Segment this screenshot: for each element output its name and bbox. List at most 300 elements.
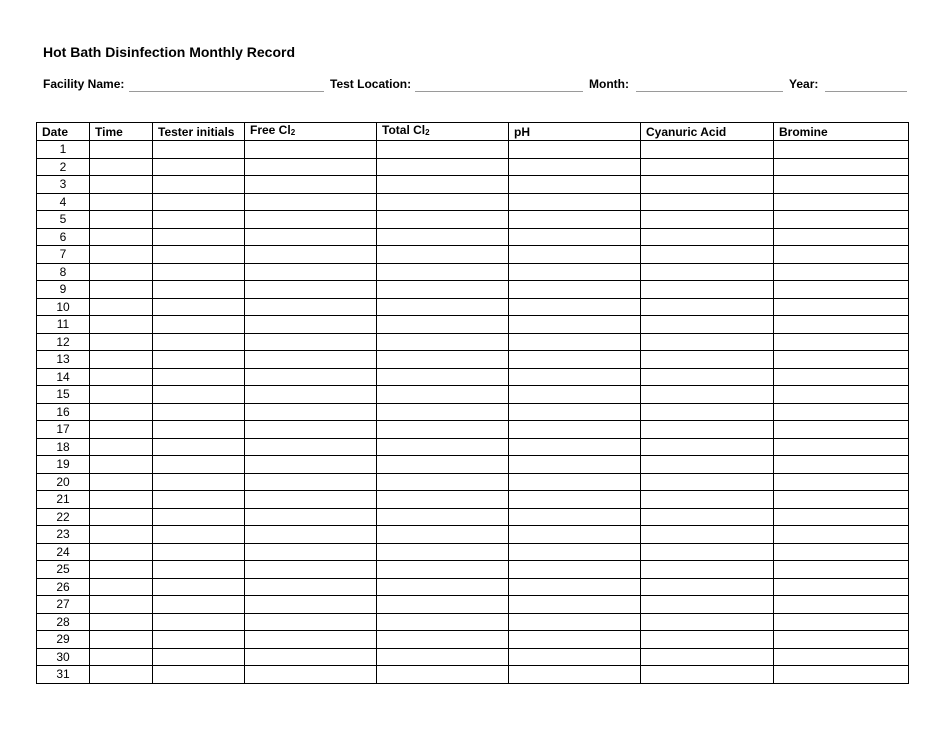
free-cl2-cell[interactable] [245, 648, 377, 666]
facility-name-label: Facility Name: [43, 77, 125, 91]
time-cell[interactable] [90, 666, 153, 684]
tester-initials-cell[interactable] [153, 561, 245, 579]
total-cl2-cell[interactable] [377, 176, 509, 194]
ph-cell[interactable] [509, 263, 641, 281]
date-cell: 30 [37, 648, 90, 666]
cyanuric-acid-cell[interactable] [641, 211, 774, 229]
cyanuric-acid-cell[interactable] [641, 508, 774, 526]
total-cl2-cell[interactable] [377, 351, 509, 369]
total-cl2-cell[interactable] [377, 508, 509, 526]
cyanuric-acid-cell[interactable] [641, 561, 774, 579]
bromine-cell[interactable] [774, 211, 909, 229]
ph-cell[interactable] [509, 193, 641, 211]
free-cl2-cell[interactable] [245, 386, 377, 404]
total-cl-subscript: 2 [425, 128, 430, 137]
ph-cell[interactable] [509, 211, 641, 229]
table-row [37, 176, 909, 194]
time-cell[interactable] [90, 508, 153, 526]
bromine-cell[interactable] [774, 368, 909, 386]
tester-initials-cell[interactable] [153, 403, 245, 421]
time-cell[interactable] [90, 613, 153, 631]
tester-initials-cell[interactable] [153, 141, 245, 159]
table-row [37, 386, 909, 404]
table-row [37, 596, 909, 614]
time-cell[interactable] [90, 596, 153, 614]
total-cl2-cell[interactable] [377, 368, 509, 386]
ph-cell[interactable] [509, 368, 641, 386]
bromine-cell[interactable] [774, 263, 909, 281]
free-cl2-cell[interactable] [245, 158, 377, 176]
bromine-cell[interactable] [774, 578, 909, 596]
total-cl2-cell[interactable] [377, 403, 509, 421]
month-label: Month: [589, 77, 629, 91]
free-cl2-cell[interactable] [245, 613, 377, 631]
table-row [37, 578, 909, 596]
free-cl2-cell[interactable] [245, 456, 377, 474]
date-cell: 12 [37, 333, 90, 351]
bromine-cell[interactable] [774, 333, 909, 351]
free-cl2-cell[interactable] [245, 176, 377, 194]
free-cl2-cell[interactable] [245, 333, 377, 351]
total-cl2-cell[interactable] [377, 421, 509, 439]
time-cell[interactable] [90, 141, 153, 159]
table-row [37, 491, 909, 509]
free-cl2-cell[interactable] [245, 508, 377, 526]
table-row [37, 543, 909, 561]
test-location-label: Test Location: [330, 77, 412, 91]
tester-initials-cell[interactable] [153, 386, 245, 404]
bromine-cell[interactable] [774, 228, 909, 246]
date-cell: 8 [37, 263, 90, 281]
time-cell[interactable] [90, 246, 153, 264]
free-cl2-cell[interactable] [245, 561, 377, 579]
time-cell[interactable] [90, 368, 153, 386]
free-cl-subscript: 2 [290, 128, 296, 137]
total-cl2-cell[interactable] [377, 491, 509, 509]
time-cell[interactable] [90, 351, 153, 369]
table-row [37, 368, 909, 386]
date-cell: 26 [37, 578, 90, 596]
ph-cell[interactable] [509, 508, 641, 526]
free-cl2-cell[interactable] [245, 141, 377, 159]
ph-cell[interactable] [509, 158, 641, 176]
cyanuric-acid-cell[interactable] [641, 228, 774, 246]
ph-cell[interactable] [509, 228, 641, 246]
date-cell: 22 [37, 508, 90, 526]
time-cell[interactable] [90, 333, 153, 351]
date-cell: 16 [37, 403, 90, 421]
tester-initials-cell[interactable] [153, 298, 245, 316]
time-cell[interactable] [90, 193, 153, 211]
tester-initials-cell[interactable] [153, 246, 245, 264]
ph-cell[interactable] [509, 316, 641, 334]
table-row [37, 246, 909, 264]
total-cl2-cell[interactable] [377, 561, 509, 579]
date-cell: 23 [37, 526, 90, 544]
time-cell[interactable] [90, 386, 153, 404]
total-cl2-cell[interactable] [377, 386, 509, 404]
cyanuric-acid-cell[interactable] [641, 298, 774, 316]
date-cell: 13 [37, 351, 90, 369]
date-cell: 15 [37, 386, 90, 404]
tester-initials-cell[interactable] [153, 176, 245, 194]
date-cell: 17 [37, 421, 90, 439]
time-cell[interactable] [90, 456, 153, 474]
column-header-time: Time [90, 123, 153, 141]
free-cl2-cell[interactable] [245, 438, 377, 456]
time-cell[interactable] [90, 316, 153, 334]
cyanuric-acid-cell[interactable] [641, 281, 774, 299]
cyanuric-acid-cell[interactable] [641, 351, 774, 369]
free-cl2-cell[interactable] [245, 526, 377, 544]
table-row [37, 281, 909, 299]
time-cell[interactable] [90, 176, 153, 194]
ph-cell[interactable] [509, 578, 641, 596]
tester-initials-cell[interactable] [153, 491, 245, 509]
column-header-date: Date [37, 123, 90, 141]
cyanuric-acid-cell[interactable] [641, 526, 774, 544]
free-cl2-cell[interactable] [245, 193, 377, 211]
total-cl2-cell[interactable] [377, 596, 509, 614]
table-row [37, 351, 909, 369]
date-cell: 25 [37, 561, 90, 579]
header-row [37, 123, 909, 141]
table-row [37, 473, 909, 491]
ph-cell[interactable] [509, 298, 641, 316]
tester-initials-cell[interactable] [153, 316, 245, 334]
date-cell: 20 [37, 473, 90, 491]
date-cell: 19 [37, 456, 90, 474]
table-row [37, 561, 909, 579]
ph-cell[interactable] [509, 281, 641, 299]
total-cl-label: Total Cl [382, 123, 426, 137]
total-cl2-cell[interactable] [377, 613, 509, 631]
date-cell: 31 [37, 666, 90, 684]
column-header-cyanuric-acid: Cyanuric Acid [641, 123, 774, 141]
bromine-cell[interactable] [774, 316, 909, 334]
tester-initials-cell[interactable] [153, 508, 245, 526]
table-row [37, 211, 909, 229]
time-cell[interactable] [90, 421, 153, 439]
cyanuric-acid-cell[interactable] [641, 491, 774, 509]
time-cell[interactable] [90, 298, 153, 316]
table-row [37, 141, 909, 159]
free-cl2-cell[interactable] [245, 421, 377, 439]
table-row [37, 631, 909, 649]
ph-cell[interactable] [509, 421, 641, 439]
cyanuric-acid-cell[interactable] [641, 543, 774, 561]
table-row [37, 158, 909, 176]
free-cl2-cell[interactable] [245, 246, 377, 264]
cyanuric-acid-cell[interactable] [641, 421, 774, 439]
column-header-ph: pH [509, 123, 641, 141]
bromine-cell[interactable] [774, 351, 909, 369]
total-cl2-cell[interactable] [377, 316, 509, 334]
ph-cell[interactable] [509, 456, 641, 474]
tester-initials-cell[interactable] [153, 578, 245, 596]
ph-cell[interactable] [509, 648, 641, 666]
bromine-cell[interactable] [774, 543, 909, 561]
date-cell: 29 [37, 631, 90, 649]
date-cell: 24 [37, 543, 90, 561]
cyanuric-acid-cell[interactable] [641, 648, 774, 666]
total-cl2-cell[interactable] [377, 666, 509, 684]
ph-cell[interactable] [509, 246, 641, 264]
ph-cell[interactable] [509, 631, 641, 649]
cyanuric-acid-cell[interactable] [641, 141, 774, 159]
table-row [37, 421, 909, 439]
free-cl2-cell[interactable] [245, 473, 377, 491]
tester-initials-cell[interactable] [153, 421, 245, 439]
total-cl2-cell[interactable] [377, 263, 509, 281]
table-row [37, 403, 909, 421]
bromine-cell[interactable] [774, 386, 909, 404]
ph-cell[interactable] [509, 613, 641, 631]
total-cl2-cell[interactable] [377, 281, 509, 299]
record-table [36, 122, 909, 684]
year-field[interactable] [825, 91, 907, 92]
bromine-cell[interactable] [774, 298, 909, 316]
date-cell: 18 [37, 438, 90, 456]
cyanuric-acid-cell[interactable] [641, 333, 774, 351]
date-cell: 11 [37, 316, 90, 334]
ph-cell[interactable] [509, 333, 641, 351]
cyanuric-acid-cell[interactable] [641, 368, 774, 386]
ph-cell[interactable] [509, 561, 641, 579]
cyanuric-acid-cell[interactable] [641, 263, 774, 281]
tester-initials-cell[interactable] [153, 666, 245, 684]
ph-cell[interactable] [509, 351, 641, 369]
time-cell[interactable] [90, 438, 153, 456]
ph-cell[interactable] [509, 141, 641, 159]
column-header-bromine: Bromine [774, 123, 909, 141]
ph-cell[interactable] [509, 438, 641, 456]
cyanuric-acid-cell[interactable] [641, 316, 774, 334]
test-location-field[interactable] [415, 91, 583, 92]
tester-initials-cell[interactable] [153, 596, 245, 614]
tester-initials-cell[interactable] [153, 456, 245, 474]
table-row [37, 526, 909, 544]
cyanuric-acid-cell[interactable] [641, 666, 774, 684]
free-cl2-cell[interactable] [245, 263, 377, 281]
table-row [37, 298, 909, 316]
ph-cell[interactable] [509, 543, 641, 561]
cyanuric-acid-cell[interactable] [641, 596, 774, 614]
table-row [37, 316, 909, 334]
cyanuric-acid-cell[interactable] [641, 158, 774, 176]
time-cell[interactable] [90, 281, 153, 299]
date-cell: 21 [37, 491, 90, 509]
cyanuric-acid-cell[interactable] [641, 613, 774, 631]
bromine-cell[interactable] [774, 141, 909, 159]
table-row [37, 648, 909, 666]
cyanuric-acid-cell[interactable] [641, 438, 774, 456]
ph-cell[interactable] [509, 596, 641, 614]
time-cell[interactable] [90, 473, 153, 491]
time-cell[interactable] [90, 158, 153, 176]
free-cl2-cell[interactable] [245, 578, 377, 596]
cyanuric-acid-cell[interactable] [641, 631, 774, 649]
time-cell[interactable] [90, 403, 153, 421]
table-row [37, 228, 909, 246]
facility-name-field[interactable] [129, 91, 324, 92]
cyanuric-acid-cell[interactable] [641, 578, 774, 596]
time-cell[interactable] [90, 263, 153, 281]
total-cl2-cell[interactable] [377, 158, 509, 176]
ph-cell[interactable] [509, 176, 641, 194]
total-cl2-cell[interactable] [377, 648, 509, 666]
tester-initials-cell[interactable] [153, 228, 245, 246]
date-cell: 27 [37, 596, 90, 614]
bromine-cell[interactable] [774, 438, 909, 456]
date-cell: 1 [37, 141, 90, 159]
tester-initials-cell[interactable] [153, 333, 245, 351]
time-cell[interactable] [90, 543, 153, 561]
time-cell[interactable] [90, 526, 153, 544]
free-cl2-cell[interactable] [245, 491, 377, 509]
bromine-cell[interactable] [774, 508, 909, 526]
free-cl2-cell[interactable] [245, 281, 377, 299]
total-cl2-cell[interactable] [377, 526, 509, 544]
free-cl2-cell[interactable] [245, 298, 377, 316]
table-row [37, 193, 909, 211]
date-cell: 10 [37, 298, 90, 316]
free-cl2-cell[interactable] [245, 211, 377, 229]
table-row [37, 438, 909, 456]
date-cell: 14 [37, 368, 90, 386]
page-title: Hot Bath Disinfection Monthly Record [43, 44, 295, 60]
free-cl2-cell[interactable] [245, 631, 377, 649]
tester-initials-cell[interactable] [153, 613, 245, 631]
ph-cell[interactable] [509, 386, 641, 404]
free-cl-label: Free Cl [250, 123, 291, 137]
date-cell: 9 [37, 281, 90, 299]
bromine-cell[interactable] [774, 421, 909, 439]
tester-initials-cell[interactable] [153, 648, 245, 666]
table-row [37, 263, 909, 281]
tester-initials-cell[interactable] [153, 211, 245, 229]
bromine-cell[interactable] [774, 561, 909, 579]
date-cell: 5 [37, 211, 90, 229]
total-cl2-cell[interactable] [377, 456, 509, 474]
tester-initials-cell[interactable] [153, 631, 245, 649]
cyanuric-acid-cell[interactable] [641, 176, 774, 194]
time-cell[interactable] [90, 211, 153, 229]
tester-initials-cell[interactable] [153, 543, 245, 561]
time-cell[interactable] [90, 561, 153, 579]
tester-initials-cell[interactable] [153, 473, 245, 491]
free-cl2-cell[interactable] [245, 351, 377, 369]
time-cell[interactable] [90, 491, 153, 509]
tester-initials-cell[interactable] [153, 158, 245, 176]
free-cl2-cell[interactable] [245, 596, 377, 614]
cyanuric-acid-cell[interactable] [641, 246, 774, 264]
cyanuric-acid-cell[interactable] [641, 456, 774, 474]
tester-initials-cell[interactable] [153, 351, 245, 369]
total-cl2-cell[interactable] [377, 211, 509, 229]
total-cl2-cell[interactable] [377, 246, 509, 264]
column-header-free-cl2 [245, 123, 377, 141]
time-cell[interactable] [90, 648, 153, 666]
date-cell: 7 [37, 246, 90, 264]
ph-cell[interactable] [509, 403, 641, 421]
cyanuric-acid-cell[interactable] [641, 403, 774, 421]
total-cl2-cell[interactable] [377, 193, 509, 211]
bromine-cell[interactable] [774, 526, 909, 544]
date-cell: 6 [37, 228, 90, 246]
table-row [37, 456, 909, 474]
bromine-cell[interactable] [774, 176, 909, 194]
bromine-cell[interactable] [774, 456, 909, 474]
bromine-cell[interactable] [774, 648, 909, 666]
free-cl2-cell[interactable] [245, 403, 377, 421]
total-cl2-cell[interactable] [377, 473, 509, 491]
month-field[interactable] [636, 91, 783, 92]
date-cell: 28 [37, 613, 90, 631]
time-cell[interactable] [90, 578, 153, 596]
column-header-total-cl2 [377, 123, 509, 141]
bromine-cell[interactable] [774, 246, 909, 264]
bromine-cell[interactable] [774, 666, 909, 684]
cyanuric-acid-cell[interactable] [641, 386, 774, 404]
total-cl2-cell[interactable] [377, 578, 509, 596]
ph-cell[interactable] [509, 473, 641, 491]
table-row [37, 613, 909, 631]
time-cell[interactable] [90, 228, 153, 246]
tester-initials-cell[interactable] [153, 526, 245, 544]
free-cl2-cell[interactable] [245, 228, 377, 246]
tester-initials-cell[interactable] [153, 438, 245, 456]
total-cl2-cell[interactable] [377, 298, 509, 316]
table-row [37, 508, 909, 526]
bromine-cell[interactable] [774, 491, 909, 509]
cyanuric-acid-cell[interactable] [641, 193, 774, 211]
free-cl2-cell[interactable] [245, 316, 377, 334]
bromine-cell[interactable] [774, 473, 909, 491]
total-cl2-cell[interactable] [377, 228, 509, 246]
bromine-cell[interactable] [774, 403, 909, 421]
tester-initials-cell[interactable] [153, 193, 245, 211]
ph-cell[interactable] [509, 491, 641, 509]
cyanuric-acid-cell[interactable] [641, 473, 774, 491]
bromine-cell[interactable] [774, 281, 909, 299]
tester-initials-cell[interactable] [153, 281, 245, 299]
ph-cell[interactable] [509, 666, 641, 684]
bromine-cell[interactable] [774, 193, 909, 211]
time-cell[interactable] [90, 631, 153, 649]
bromine-cell[interactable] [774, 613, 909, 631]
total-cl2-cell[interactable] [377, 333, 509, 351]
column-header-tester-initials: Tester initials [153, 123, 245, 141]
year-label: Year: [789, 77, 819, 91]
total-cl2-cell[interactable] [377, 438, 509, 456]
tester-initials-cell[interactable] [153, 263, 245, 281]
free-cl2-cell[interactable] [245, 543, 377, 561]
bromine-cell[interactable] [774, 596, 909, 614]
total-cl2-cell[interactable] [377, 543, 509, 561]
free-cl2-cell[interactable] [245, 666, 377, 684]
bromine-cell[interactable] [774, 631, 909, 649]
date-cell: 4 [37, 193, 90, 211]
date-cell: 2 [37, 158, 90, 176]
free-cl2-cell[interactable] [245, 368, 377, 386]
ph-cell[interactable] [509, 526, 641, 544]
tester-initials-cell[interactable] [153, 368, 245, 386]
table-row [37, 666, 909, 684]
total-cl2-cell[interactable] [377, 141, 509, 159]
total-cl2-cell[interactable] [377, 631, 509, 649]
bromine-cell[interactable] [774, 158, 909, 176]
